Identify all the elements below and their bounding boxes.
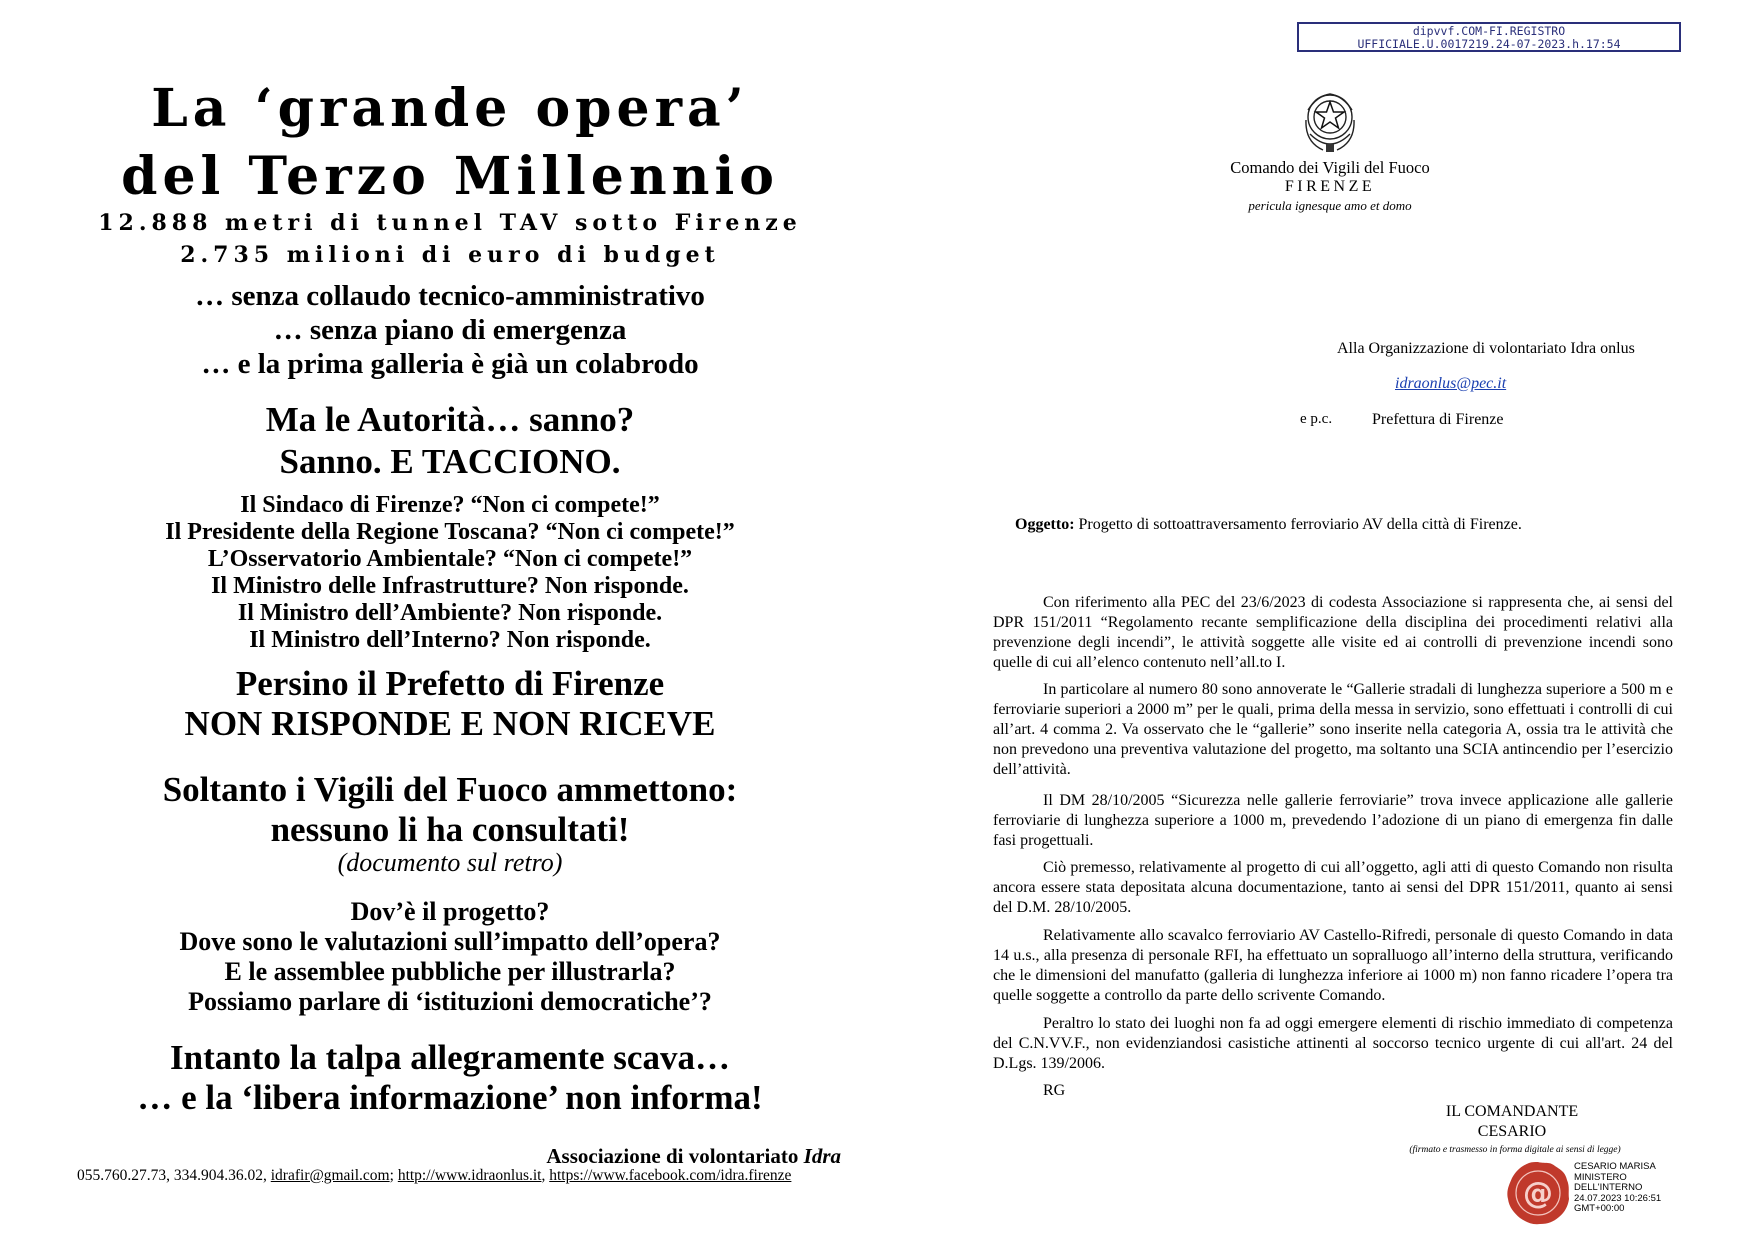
protocol-line1: dipvvf.COM-FI.REGISTRO [1412, 24, 1566, 38]
domanda-line: E le assemblee pubbliche per illustrarla? [224, 957, 676, 986]
recipient-email-link[interactable]: idraonlus@pec.it [1395, 375, 1507, 392]
prefetto-line: NON RISPONDE E NON RICEVE [184, 704, 716, 743]
flyer-subtitle-line1: 12.888 metri di tunnel TAV sotto Firenze [98, 210, 802, 236]
association-signature [546, 1144, 841, 1169]
domanda-line: Dov’è il progetto? [350, 897, 550, 926]
body-paragraph: Ciò premesso, relativamente al progetto di cui all’oggetto, agli atti di questo Comando non risulta ancora essere stata depositata alcuna documentazione, tanto ai sensi del DPR 151/2011, quanto ai sensi del D.M. 28/10/2005. [993, 859, 1673, 916]
digital-signature-text [1574, 1162, 1661, 1215]
domanda-line: Possiamo parlare di ‘istituzioni democratiche’? [188, 987, 712, 1016]
risposta-line: Il Ministro dell’Ambiente? Non risponde. [237, 600, 663, 626]
risposta-line: Il Ministro delle Infrastrutture? Non risponde. [211, 573, 689, 599]
domanda-line: Dove sono le valutazioni sull’impatto dell’opera? [179, 927, 721, 956]
sig-line: MINISTERO [1574, 1171, 1627, 1183]
signer-note: (firmato e trasmesso in forma digitale ai sensi di legge) [1409, 1145, 1621, 1155]
talpa-line: … e la ‘libera informazione’ non informa! [137, 1078, 763, 1117]
body-paragraph: Il DM 28/10/2005 “Sicurezza nelle gallerie ferroviarie” trova invece applicazione alle gallerie ferroviarie di lunghezza superiore a 1000 m, prevedendo l’adozione di un piano di emergenza fin dalle fasi progettuali. [993, 792, 1673, 849]
header-city: FIRENZE [1284, 178, 1376, 195]
risposta-line: Il Presidente della Regione Toscana? “Non ci compete!” [165, 519, 735, 545]
header-motto: pericula ignesque amo et domo [1248, 198, 1412, 213]
autorita-line: Ma le Autorità… sanno? [265, 400, 635, 439]
contacts-separator: , [541, 1167, 550, 1184]
protocol-stamp [1297, 22, 1681, 52]
sig-line: DELL'INTERNO [1574, 1182, 1643, 1193]
contacts-phones: 055.760.27.73, 334.904.36.02, [77, 1167, 271, 1184]
signer-title: IL COMANDANTE [1445, 1103, 1579, 1120]
contacts-line [77, 1167, 791, 1185]
website-link[interactable]: http://www.idraonlus.it [397, 1167, 542, 1184]
italian-republic-emblem-icon [1297, 84, 1363, 156]
body-paragraph: Peraltro lo stato dei luoghi non fa ad oggi emergere elementi di rischio immediato di competenza del C.N.VV.F., non evidenziandosi casistiche attinenti al soccorso tecnico urgente di cui all'art. 24 del D.Lgs. 139/2006. [993, 1015, 1673, 1072]
vigili-line: nessuno li ha consultati! [270, 810, 630, 849]
senza-line: … senza collaudo tecnico-amministrativo [195, 280, 705, 312]
risposta-line: Il Sindaco di Firenze? “Non ci compete!” [240, 492, 660, 518]
association-name: Idra [803, 1144, 841, 1168]
header-commando: Comando dei Vigili del Fuoco [1230, 158, 1430, 177]
vigili-line: Soltanto i Vigili del Fuoco ammettono: [162, 770, 738, 809]
flyer-subtitle-line2: 2.735 milioni di euro di budget [180, 242, 720, 268]
svg-text:@: @ [1523, 1176, 1553, 1211]
sig-line: GMT+00:00 [1574, 1203, 1625, 1214]
sig-line: CESARIO MARISA [1574, 1161, 1656, 1172]
risposta-line: Il Ministro dell’Interno? Non risponde. [249, 627, 651, 653]
email-link[interactable]: idrafir@gmail.com [270, 1167, 390, 1184]
facebook-link[interactable]: https://www.facebook.com/idra.firenze [549, 1167, 792, 1184]
talpa-line: Intanto la talpa allegramente scava… [170, 1038, 730, 1077]
subject-text: Progetto di sottoattraversamento ferroviario AV della città di Firenze. [1074, 516, 1522, 533]
risposta-line: L’Osservatorio Ambientale? “Non ci compete!” [207, 546, 693, 572]
flyer-title-line2: del Terzo Millennio [121, 146, 779, 207]
prefetto-line: Persino il Prefetto di Firenze [235, 664, 665, 703]
signer-name: CESARIO [1477, 1123, 1547, 1140]
body-paragraph: In particolare al numero 80 sono annoverate le “Gallerie stradali di lunghezza superiore a 500 m e ferroviarie superiori a 2000 m” per le quali, prima della messa in servizio, sono effettuati i controlli di cui all’art. 4 comma 2. Va osservato che le “gallerie” sono inserite nella categoria A, ossia tra le attività che non prevedono una preventiva valutazione del progetto, ma soltanto una SCIA antincendio per l’esercizio dell’attività. [993, 681, 1673, 778]
body-paragraph: Con riferimento alla PEC del 23/6/2023 di codesta Associazione si rappresenta che, ai sensi del DPR 151/2011 “Regolamento recante semplificazione della disciplina dei procedimenti relativi alla prevenzione degli incendi”, le attività soggette alle visite ed ai controlli di prevenzione incendi sono quelle di cui all’elenco contenuto nell’all.to I. [993, 594, 1673, 671]
protocol-line2: UFFICIALE.U.0017219.24-07-2023.h.17:54 [1357, 37, 1621, 51]
subject-label: Oggetto: [1015, 516, 1075, 533]
senza-line: … e la prima galleria è già un colabrodo [201, 348, 699, 380]
contacts-separator: ; [389, 1167, 398, 1184]
association-prefix: Associazione di volontariato [546, 1144, 804, 1168]
initials: RG [1043, 1082, 1066, 1099]
subject-line [1015, 516, 1522, 534]
vigili-note: (documento sul retro) [337, 848, 563, 877]
body-paragraph: Relativamente allo scavalco ferroviario AV Castello-Rifredi, personale di questo Comando in data 14 u.s., alla presenza di personale RFI, ha effettuato un sopralluogo all’interno della struttura, verificando che le dimensioni del manufatto (galleria di lunghezza inferiore ai 1000 m) non fanno ricadere l’opera tra quelle soggette a controllo da parte dello scrivente Comando. [993, 927, 1673, 1004]
epc-recipient: Prefettura di Firenze [1372, 411, 1504, 428]
sig-line: 24.07.2023 10:26:51 [1574, 1192, 1662, 1204]
flyer-title-line1: La ‘grande opera’ [151, 78, 749, 139]
recipient-line: Alla Organizzazione di volontariato Idra onlus [1337, 340, 1635, 357]
senza-line: … senza piano di emergenza [273, 314, 627, 346]
epc-label: e p.c. [1300, 411, 1333, 427]
autorita-line: Sanno. E TACCIONO. [279, 442, 621, 481]
digital-seal-icon [1505, 1160, 1571, 1226]
